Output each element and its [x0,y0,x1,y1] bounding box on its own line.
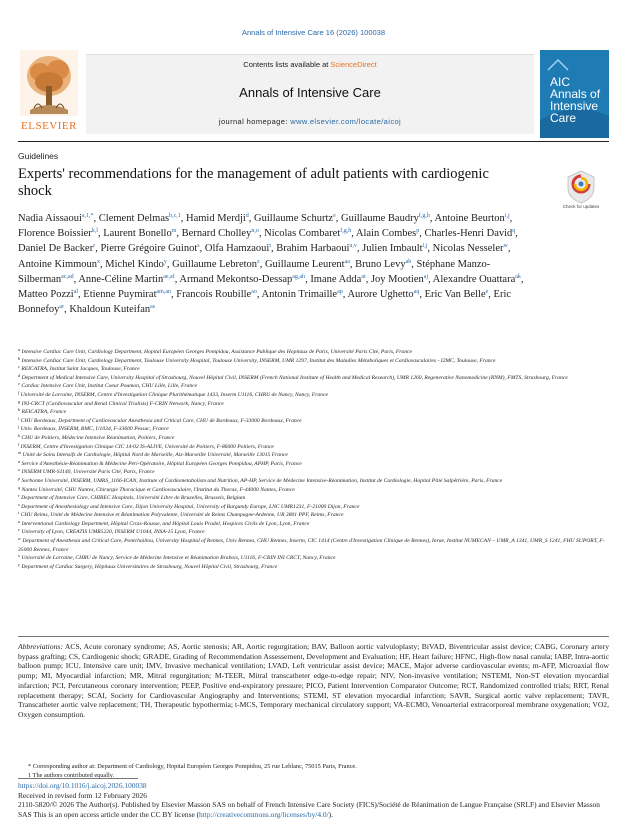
author-affiliation-marks[interactable]: e [485,289,489,296]
abbreviations-text: ACS, Acute coronary syndrome; AS, Aortic stenosis; AR, Aortic regurgitation; BAV, Balloon aortic valvuloplasty; BiVAD, Biventricular assist device; CABG, Coronary artery bypass grafting; CS, Cardiogenic shock; GRADE, Grading of Recommendation Assessement, Development and Evaluation; HF, Heart failure; HFNC, High-flow nasal canula; IABP, Intra-aortic balloon pump; ICU, Intensive care unit; IMV, Invasive mechanical ventilation; LVAD, Left ventricular assist device; MACE, Major adverse cardiovascular events; m-AFP, Microaxial flow pump; MI, Myocardial infarction; MR, Mitral regurgitation; M-TEER, Mitral transcatheter edge-to-edge repair; NIV, Non-invasive ventilation; NSTEMI, Non-ST elevation myocardial infarction; PCI, Percutaneous coronary intervention; PEEP, Positive end-expiratory pressure; PICO, Patient Intervention Comparator Outcome; RCT, Randomized controlled trials; RRT, Renal replacement therapy; SCAI, Society for Cardiovascular Angiography and Interventions; STEMI, ST elevation myocardial infarction; SAVR, Surgical aortic valve replacement; TAVR, Transcatheter aortic valve replacement; TH, Therapeutic hypothermia; t-MCS, Temporary mechanical circulatory support; VA-ECMO, Venoarterial extracorporeal membrane oxygenation; VO2, Oxygen consumption. [18,642,609,719]
author[interactable] [262,289,343,300]
author-affiliation-marks[interactable]: m [171,228,177,235]
affiliation-text: University of Lyon, CREATIS UMR5220, INSERM U1044, INSA-15 Lyon, France [19,529,205,536]
affiliation-key: f [18,389,20,395]
doi-link[interactable]: https://doi.org/10.1016/j.aicoj.2026.100038 [18,781,147,790]
author-affiliation-marks[interactable]: w [503,243,508,250]
author[interactable] [254,213,336,224]
affiliation-item [18,494,609,503]
author[interactable] [176,289,257,300]
copyright-text: 2110-5820/© 2026 The Author(s). Published by Elsevier Masson SAS on behalf of French Intensive Care Society (FICS)/Société de Réanimation de Langue Française (SRLF) and Elsevier Masson SAS This is an open access article under the CC BY license ( [18,800,600,819]
affiliation-item [18,503,609,512]
author-name: Stéphane Manzo-Silberman [18,258,491,285]
footnote-mark: 1 [28,771,32,779]
author-affiliation-marks[interactable]: ao [251,289,257,296]
affiliation-item [18,443,609,452]
affiliation-text: Nantes Université, CHU Nantes, Chirurgie Thoracique et Cardiovasculaire, l'Institut du Thorax, F-44000 Nantes, France [20,486,295,493]
author-name: Florence Boissier [18,228,92,240]
journal-title: Annals of Intensive Care [239,85,381,100]
author[interactable] [182,228,259,239]
affiliation-key: o [18,467,21,473]
affiliation-item [18,400,609,409]
author[interactable] [276,243,357,254]
author-name: Joy Mootien [370,273,424,285]
author-affiliation-marks[interactable]: n,o [251,228,259,235]
affiliation-item [18,537,609,554]
affiliation-text: Sorbonne Université, INSERM, UMRS_1166-ICAN, Institute of Cardiometabolism and Nutrition, AP-HP, Service de Médecine Intensive-Réanimation, Institut de Cardiologie, Hopital Pitié Salpêtrière, Paris, France [20,477,503,484]
author[interactable] [356,228,419,239]
author[interactable] [83,289,171,300]
affiliation-key: b [18,355,21,361]
author-affiliation-marks[interactable]: aj [423,273,429,280]
elsevier-wordmark: ELSEVIER [21,120,77,132]
journal-cover[interactable] [540,50,609,138]
masthead-banner [86,54,534,134]
affiliation-item [18,434,609,443]
affiliation-item [18,468,609,477]
homepage-prefix: journal homepage: [218,117,291,126]
author-name: Francois Roubille [176,289,252,301]
affiliation-item [18,374,609,383]
author-name: Eric Bonnefoy [18,289,512,316]
author[interactable] [179,274,305,285]
author[interactable] [425,228,516,239]
author-affiliation-marks[interactable]: ak [515,273,521,280]
author-name: Antoine Kimmoun [18,258,98,270]
author-name: Brahim Harbaoui [276,243,350,255]
contents-prefix: Contents lists available at [243,60,331,69]
author[interactable] [371,274,428,285]
author-name: Pierre Grégoire Guinot [100,243,198,255]
author-name: Etienne Puymirat [83,289,157,301]
author-name: Eric Van Belle [424,289,486,301]
affiliation-key: d [18,372,21,378]
author-name: Imane Adda [310,273,362,285]
author-affiliation-marks[interactable]: d [245,213,249,219]
affiliation-text: Univ. Bordeaux, INSERM, BMC, U1034, F-33600 Pessac, France [19,426,169,433]
elsevier-logo[interactable] [18,46,80,138]
author-name: Hamid Merdji [186,213,246,224]
journal-reference[interactable]: Annals of Intensive Care 16 (2026) 100038 [241,28,385,37]
author-name: Alain Combes [355,228,417,240]
author-name: Matteo Pozzi [18,289,74,301]
masthead-divider [18,141,609,142]
affiliation-key: j [18,424,20,430]
author[interactable] [18,259,100,270]
author-affiliation-marks[interactable]: u,v [349,243,357,250]
author[interactable] [341,213,430,224]
author-name: Armand Mekontso-Dessap [179,273,293,285]
abbreviations [18,642,609,720]
author-affiliation-marks[interactable]: aq [413,289,420,296]
author-affiliation-marks[interactable]: f,g,h [418,213,430,219]
affiliation-item [18,477,609,486]
affiliation-key: i [18,415,20,421]
affiliation-item [18,563,609,572]
author[interactable] [310,274,365,285]
author[interactable] [18,289,78,300]
affiliation-text: Unité de Soins Intensifs de Cardiologie, Hôpital Nord de Marseille, Aix-Marseille Université, Marseille 13015 France [21,452,288,459]
author[interactable] [186,213,249,224]
affiliation-item [18,417,609,426]
author[interactable] [347,289,419,300]
check-for-updates-icon[interactable] [566,170,596,204]
author-name: Alexandre Ouattara [432,273,516,285]
article-footer [18,781,609,819]
affiliation-item [18,348,609,357]
footnote-divider [18,778,138,779]
affiliation-key: x [18,553,20,559]
author-affiliation-marks[interactable]: r [93,243,96,250]
author-affiliation-marks[interactable]: s [197,243,200,250]
elsevier-tree-icon [20,50,78,116]
footnote-item [28,772,598,781]
author-name: Guillaume Baudry [340,213,419,224]
author-affiliation-marks[interactable]: al [73,289,79,296]
affiliation-key: n [18,458,21,464]
author-name: Guillaume Lebreton [172,258,258,270]
affiliation-text: Cardiac Intensive Care Unit, Institut Coeur Poumon, CHU Lille, Lille, France [19,383,198,390]
author[interactable] [172,259,260,270]
affiliation-text: REICATRA, Institut Saint Jacques, Toulouse, France [19,366,140,373]
author-affiliation-marks[interactable]: q [512,228,516,235]
affiliation-text: Department of Cardiac Surgery, Hôpitaux Universitaires de Strasbourg, Nouvel Hôpital Civil, Strasbourg, France [19,563,278,570]
author-affiliation-marks[interactable]: i,j [422,243,428,250]
affiliation-key: e [18,381,20,387]
affiliation-key: w [18,536,21,542]
cover-line-2: Annals of [550,87,601,101]
affiliation-text: Department of Intensive Care, CHIREC Hospitals, Université Libre de Bruxelles, Brussels, Belgium [19,495,246,502]
affiliation-text: INSERM, Centre d'Investigation Clinique CIC 14-02 IS-ALIVE, Université de Poitiers, F-86000 Poitiers, France [19,443,274,450]
author-affiliation-marks[interactable]: f,g,h [340,228,352,235]
author[interactable] [433,243,508,254]
affiliation-item [18,460,609,469]
author-affiliation-marks[interactable]: a,1,* [81,213,94,219]
affiliation-key: y [18,561,20,567]
author-affiliation-marks[interactable]: ar [59,304,65,311]
cover-text [550,76,600,124]
affiliation-text: CHU de Poitiers, Médecine Intensive Réanimation, Poitiers, France [19,434,175,441]
affiliation-item [18,408,609,417]
affiliation-item [18,554,609,563]
affiliation-item [18,391,609,400]
affiliation-text: Intensive Cardiac Care Unit, Cardiology Department, Hopital Européen Georges Pompidou, Assistance Publique des Hopitaux de Paris, Université Paris Cité, Paris, France [20,349,412,355]
affiliation-key: l [18,441,20,447]
affiliation-key: a [18,347,21,352]
affiliation-key: c [18,364,20,370]
author-name: Nicolas Combaret [264,228,341,240]
affiliation-key: r [18,493,20,499]
affiliation-item [18,486,609,495]
affiliation-item [18,382,609,391]
affiliation-key: k [18,432,20,438]
affiliation-key: v [18,527,20,533]
author[interactable] [362,243,427,254]
affiliation-text: INI-CRCT (Cardiovascular and Renal Clinical Trialists) F-CRIN Network, Nancy, France [20,400,224,407]
article-type: Guidelines [18,151,59,161]
author[interactable] [433,274,521,285]
author-name: Antonin Trimaille [261,289,338,301]
check-for-updates-label[interactable]: Check for updates [562,204,600,209]
author-name: Nicolas Nesseler [432,243,504,255]
author[interactable] [205,243,271,254]
author-name: Antoine Beurton [434,213,505,224]
author[interactable] [18,213,94,224]
affiliation-text: REICATRA, France [20,409,67,416]
author[interactable] [355,259,411,270]
affiliation-key: q [18,484,21,490]
author-name: Michel Kindo [105,258,164,270]
article-title: Experts' recommendations for the management of adult patients with cardiogenic shock [18,166,489,199]
author[interactable] [99,213,181,224]
author-affiliation-marks[interactable]: as [150,304,156,311]
author-affiliation-marks[interactable]: b,c,1 [169,213,181,219]
affiliation-text: INSERM UMR-S1140, Université Paris Cité, Paris, France [20,469,155,476]
abbreviations-label: Abbreviations: [18,642,63,651]
author[interactable] [100,243,199,254]
author-affiliation-marks[interactable]: ab [405,258,412,265]
affiliation-text: Department of Anesthesia and Critical Care, Pontchaillou, University Hospital of Rennes, Univ Rennes, CHU Rennes, Inserm, CIC 1414 (Centre d'Investigation Clinique de Rennes), Inrae, Institut NUMECAN – UMR_A 1341, UMR_S 1241, FHU SUPORT, F-35000 Rennes, France [18,538,605,553]
author-affiliation-marks[interactable]: z [257,258,260,265]
author-name: Laurent Bonello [103,228,172,240]
author-affiliation-marks[interactable]: i,j [504,213,510,219]
author[interactable] [425,289,489,300]
affiliation-item [18,520,609,529]
affiliation-text: Department of Anesthesiology and Intensive Care, Dijon University Hospital, University of Burgundy Europe, LNC UMR1231, F-21000 Dijon, France [19,503,360,510]
homepage-line [86,117,534,126]
author-affiliation-marks[interactable]: x [97,258,101,265]
author-affiliation-marks[interactable]: k,l [91,228,98,235]
footnote-item [28,763,598,772]
affiliation-text: Université de Lorraine, INSERM, Centre d'Investigation Clinique Plurithématique 1433, Inserm U1116, CHRU de Nancy, Nancy, France [19,391,328,398]
contents-line [86,60,534,69]
author-affiliation-marks[interactable]: ap [337,289,343,296]
author-name: Khaldoun Kuteifan [69,304,151,316]
author[interactable] [103,228,176,239]
author-name: Daniel De Backer [18,243,94,255]
author-affiliation-marks[interactable]: ag,ah [292,273,306,280]
journal-homepage-link[interactable]: www.elsevier.com/locate/aicoj [290,117,402,126]
footnote-text: The authors contributed equally. [31,771,115,779]
affiliation-text: Université de Lorraine, CHRU de Nancy, Service de Médecine Intensive et Réanimation Brabois, U1116, F-CRIN INI CRCT, Nancy, France [19,555,336,562]
affiliation-text: Service d'Anesthésie-Réanimation & Médecine Péri-Opératoire, Hôpital Européen Georges Pompidou, APHP, Paris, France [20,460,302,467]
author-name: Anne-Céline Martin [78,273,164,285]
author-affiliation-marks[interactable]: ae,af [163,273,175,280]
author-name: Nadia Aissaoui [18,213,82,224]
sciencedirect-link[interactable]: ScienceDirect [330,60,377,69]
author-affiliation-marks[interactable]: ac,ad [61,273,74,280]
affiliation-item [18,528,609,537]
copyright-end: ). [328,809,333,819]
copyright-notice [18,800,609,819]
author-name: Julien Imbault [362,243,423,255]
author-affiliation-marks[interactable]: t [269,243,271,250]
cover-line-4: Care [550,111,577,125]
affiliation-key: s [18,501,20,507]
author[interactable] [78,274,174,285]
footnote-text: Corresponding author at: Department of Cardiology, Hopital Européen Georges Pompidou, 25 rue Leblanc, 75015 Paris, France. [31,763,357,770]
affiliation-key: m [18,450,22,456]
received-date: Received in revised form 12 February 2026 [18,790,147,800]
author[interactable] [435,213,510,224]
cover-line-1: AIC [550,75,571,89]
affiliation-item [18,511,609,520]
author[interactable] [264,228,351,239]
author[interactable] [18,228,98,239]
affiliation-key: t [18,510,20,516]
author-affiliation-marks[interactable]: y [163,258,167,265]
author-affiliation-marks[interactable]: p [416,228,420,235]
author-name: Olfa Hamzaoui [204,243,270,255]
author-affiliation-marks[interactable]: aa [344,258,350,265]
affiliations-divider [18,636,609,637]
author[interactable] [69,304,155,315]
cover-line-3: Intensive [550,99,599,113]
affiliation-key: u [18,518,21,524]
author-list: Nadia Aissaoui$^{a,1,*}$, Clement Delmas$^{b,c,1}$, Hamid Merdji$^d$, Guillaume Schurtz$^e$, Guillaume Baudry$^{f,g,h}$, Antoine Beurton$^{i,j}$, Florence Boissier$^{k,l}$, Laurent Bonello$^m$, Bernard Cholley$^{n,o}$, Nicolas Combaret$^{f,g,h}$, Alain Combes$^p$, Charles-Henri David$^q$, Daniel De Backer$^r$, Pierre Grégoire Guinot$^s$, Olfa Hamzaoui$^t$, Brahim Harbaoui$^{u,v}$, Julien Imbault$^{i,j}$, Nicolas Nesseler$^w$, Antoine Kimmoun$^x$, Michel Kindo$^y$, Guillaume Lebreton$^z$, Guillaume Leurent$^{aa}$, Bruno Levy$^{ab}$, Stéphane Manzo-Silberman$^{ac,ad}$, Anne-Céline Martin$^{ae,af}$, Armand Mekontso-Dessap$^{ag,ah}$, Imane Adda$^{ai}$, Joy Mootien$^{aj}$, Alexandre Ouattara$^{ak}$, Matteo Pozzi$^{al}$, Etienne Puymirat$^{am,an}$, Francois Roubille$^{ao}$, Antonin Trimaille$^{ap}$, Aurore Ughetto$^{aq}$, Eric Van Belle$^e$, Eric Bonnefoy$^{ar}$, Khaldoun Kuteifan$^{as}$ [18,213,524,316]
affiliation-item [18,357,609,366]
masthead [18,46,609,140]
affiliations [18,348,609,571]
affiliation-item [18,365,609,374]
affiliation-key: g [18,398,21,404]
affiliation-item [18,425,609,434]
license-link[interactable]: http://creativecommons.org/licenses/by/4.0/ [199,809,329,819]
footnote-mark: * [28,763,32,770]
author[interactable] [105,259,167,270]
author-affiliation-marks[interactable]: am,an [156,289,171,296]
affiliation-key: h [18,407,21,413]
author[interactable] [18,243,95,254]
author-name: Clement Delmas [98,213,170,224]
affiliation-text: CHU Bordeaux, Department of Cardiovascular Anesthesia and Critical Care, CHU de Bordeaux, F-33000 Bordeaux, France [19,417,302,424]
author-affiliation-marks[interactable]: e [333,213,336,219]
affiliation-text: CHU Reims, Unité de Médecine Intensive et Réanimation Polyvalente, Université de Reims Champagne-Ardenne, UR 3801 PPF, Reims, France [19,512,344,519]
author-name: Guillaume Leurent [264,258,345,270]
affiliation-text: Department of Medical Intensive Care, University Hospital of Strasbourg, Nouvel Hôpital Civil, INSERM (French National Institute of Health and Medical Research), UMR 1260, Regenerative Nanomedicine (RNM), FMTS, Strasbourg, France [20,374,568,381]
author-name: Guillaume Schurtz [254,213,334,224]
author-name: Charles-Henri David [424,228,513,240]
affiliation-item [18,451,609,460]
affiliation-text: Interventional Cardiology Department, Hôpital Croix-Rousse, and Hôpital Louis Pradel, Hospices Civils de Lyon, Lyon, France [20,520,310,527]
author-affiliation-marks[interactable]: ai [361,273,366,280]
author-name: Aurore Ughetto [347,289,414,301]
author-name: Bernard Cholley [181,228,252,240]
author[interactable] [265,259,350,270]
affiliation-key: p [18,475,21,481]
author-name: Bruno Levy [355,258,406,270]
affiliation-text: Intensive Cardiac Care Unit, Cardiology Department, Toulouse University Hospital, Toulouse University, INSERM, UMR 1297, Institut des Maladies Métaboliques et Cardiovasculaires - I2MC, Toulouse, France [20,357,496,364]
